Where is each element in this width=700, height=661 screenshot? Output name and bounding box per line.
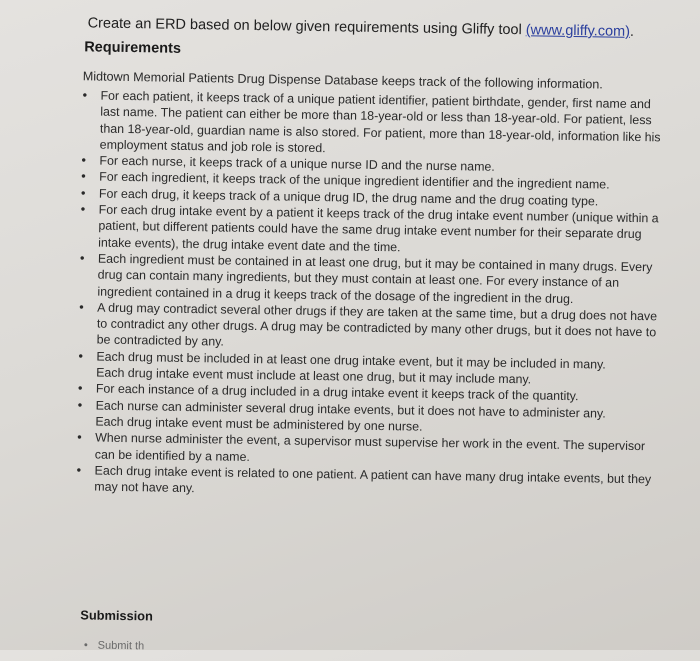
cutoff-list-item xyxy=(84,639,145,652)
requirement-text: For each drug intake event by a patient it keeps track of the drug intake event number (unique within a patient, but different patients could have the same drug intake event number for their separate drug intake events), the drug intake event date and the time. xyxy=(98,202,659,254)
requirements-heading: Requirements xyxy=(84,39,182,57)
requirement-item xyxy=(78,87,664,161)
bullet-icon: • xyxy=(80,185,86,201)
requirements-list xyxy=(72,87,663,504)
bullet-icon: • xyxy=(81,152,87,168)
bullet-icon: • xyxy=(77,380,83,396)
bullet-icon: • xyxy=(79,299,84,315)
requirement-text: For each drug, it keeps track of a unique drug ID, the drug name and the drug coating type. xyxy=(98,186,599,209)
bullet-icon: • xyxy=(83,639,88,652)
bullet-icon: • xyxy=(81,168,86,184)
requirement-text: Each ingredient must be contained in at least one drug, but it may be contained in many drugs. Every drug can contain many ingredients, but they must contain at least one. For every instance of an ingredient contained in a drug it keeps track of the dosage of the ingredient in the drug. xyxy=(97,251,653,306)
gliffy-link[interactable]: (www.gliffy.com) xyxy=(525,22,631,40)
bullet-icon: • xyxy=(80,201,86,217)
requirement-text: When nurse administer the event, a supervisor must supervise her work in the event. The supervisor can be identified by a name. xyxy=(94,430,646,464)
requirement-text: Each drug intake event must be administered by one nurse. xyxy=(95,414,423,434)
submission-heading: Submission xyxy=(80,607,153,624)
bullet-icon: • xyxy=(79,250,85,266)
intro-text: Midtown Memorial Patients Drug Dispense Database keeps track of the following information. xyxy=(82,69,603,92)
requirement-text: Each nurse can administer several drug intake events, but it does not have to administer any. xyxy=(95,398,606,421)
cutoff-text: Submit th xyxy=(97,639,145,653)
title-suffix: . xyxy=(629,23,635,40)
bullet-icon: • xyxy=(76,462,82,478)
requirement-text: For each patient, it keeps track of a unique patient identifier, patient birthdate, gender, first name and last name. The patient can either be more than 18-year-old or less than 18-year-old. For patient, less than 18-year-old, guardian name is also stored. For patient, more than 18-year-old, information like his employment status and job role is stored. xyxy=(99,88,661,156)
requirement-text: Each drug intake event must include at least one drug, but it may include many. xyxy=(96,365,532,387)
bullet-icon: • xyxy=(78,348,84,364)
requirement-text: Each drug must be included in at least one drug intake event, but it may be included in many. xyxy=(96,349,606,372)
requirement-text: For each instance of a drug included in a drug intake event it keeps track of the quantity. xyxy=(95,381,579,404)
requirement-text: Each drug intake event is related to one patient. A patient can have many drug intake events, but they may not have any. xyxy=(94,463,652,496)
requirement-text: For each ingredient, it keeps track of the unique ingredient identifier and the ingredient name. xyxy=(99,170,610,193)
title-text: Create an ERD based on below given requirements using Gliffy tool xyxy=(87,15,526,39)
requirement-text: For each nurse, it keeps track of a unique nurse ID and the nurse name. xyxy=(99,153,495,174)
bullet-icon: • xyxy=(77,396,83,412)
bullet-icon: • xyxy=(77,429,82,445)
requirement-text: A drug may contradict several other drugs if they are taken at the same time, but a drug does not have to contradict any other drugs. A drug may be contradicted by many other drugs, but it does not have to be contradicted by any. xyxy=(96,300,658,350)
bullet-icon: • xyxy=(82,87,88,103)
page-title xyxy=(88,15,635,40)
